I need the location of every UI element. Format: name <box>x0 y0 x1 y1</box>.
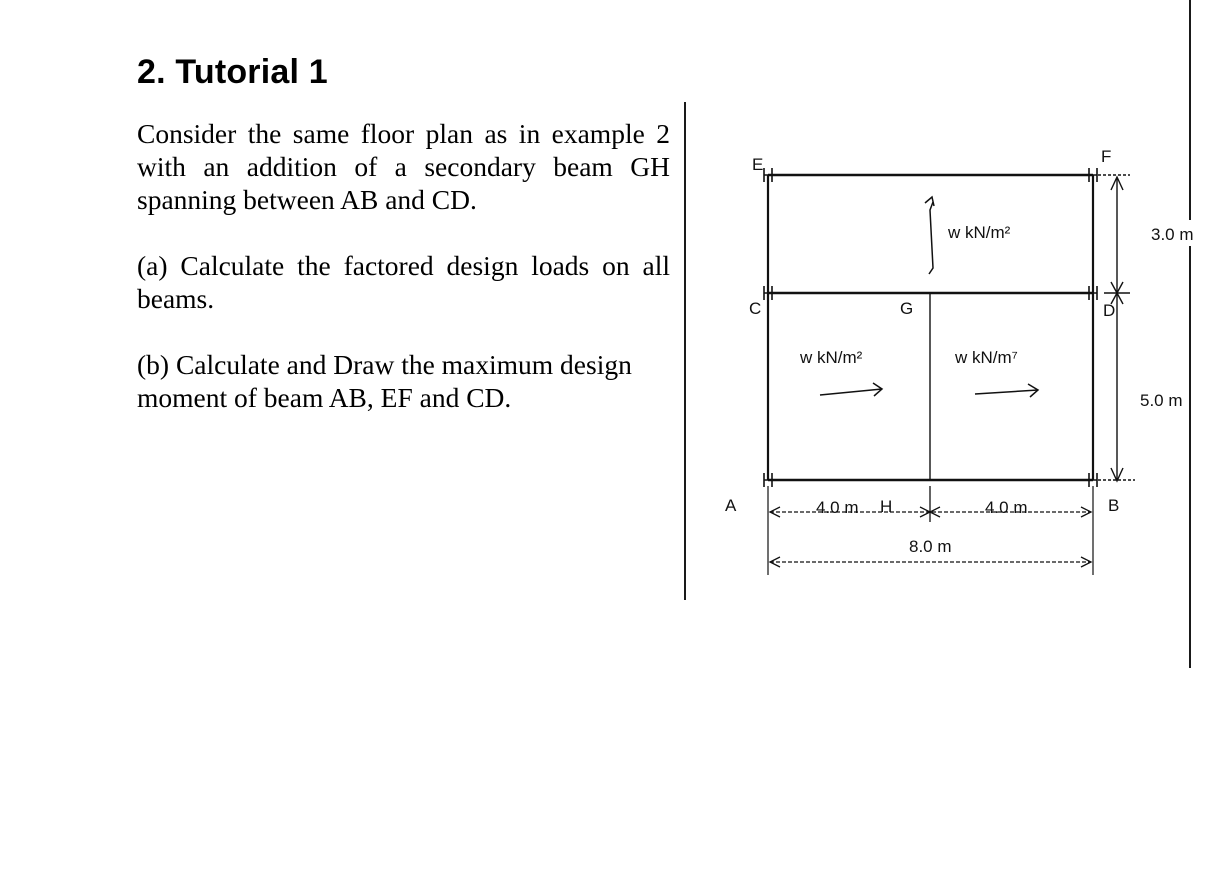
question-a: (a) Calculate the factored design loads on all beams. <box>137 250 670 314</box>
label-g: G <box>900 299 914 318</box>
span-arrow-top <box>929 202 933 274</box>
floor-plan-figure <box>700 150 1210 590</box>
load-label-left: w kN/m² <box>800 348 863 367</box>
label-b: B <box>1108 496 1120 515</box>
dim-left-half: 4.0 m <box>816 498 859 517</box>
dim-right-half: 4.0 m <box>985 498 1028 517</box>
load-label-right: w kN/m⁷ <box>955 348 1018 367</box>
intro-paragraph: Consider the same floor plan as in example 2 with an addition of a secondary beam GH spanning between AB and CD. <box>137 118 670 215</box>
column-divider <box>684 102 686 600</box>
dim-total: 8.0 m <box>909 537 952 556</box>
label-a: A <box>725 496 737 515</box>
floor-plan-diagram <box>700 150 1210 590</box>
label-c: C <box>749 299 762 318</box>
section-title: 2. Tutorial 1 <box>137 53 328 91</box>
vertical-dimension <box>1098 175 1135 481</box>
dim-bottom-span: 5.0 m <box>1140 391 1183 410</box>
label-f: F <box>1101 150 1112 166</box>
label-h: H <box>880 497 893 516</box>
label-d: D <box>1103 301 1116 320</box>
question-b: (b) Calculate and Draw the maximum design moment of beam AB, EF and CD. <box>137 349 632 413</box>
dim-top-span: 3.0 m <box>1151 225 1194 244</box>
label-e: E <box>752 155 764 174</box>
load-label-top: w kN/m² <box>948 223 1011 242</box>
span-arrow-right <box>975 390 1038 394</box>
tutorial-text <box>137 117 670 447</box>
span-arrow-left <box>820 389 882 395</box>
